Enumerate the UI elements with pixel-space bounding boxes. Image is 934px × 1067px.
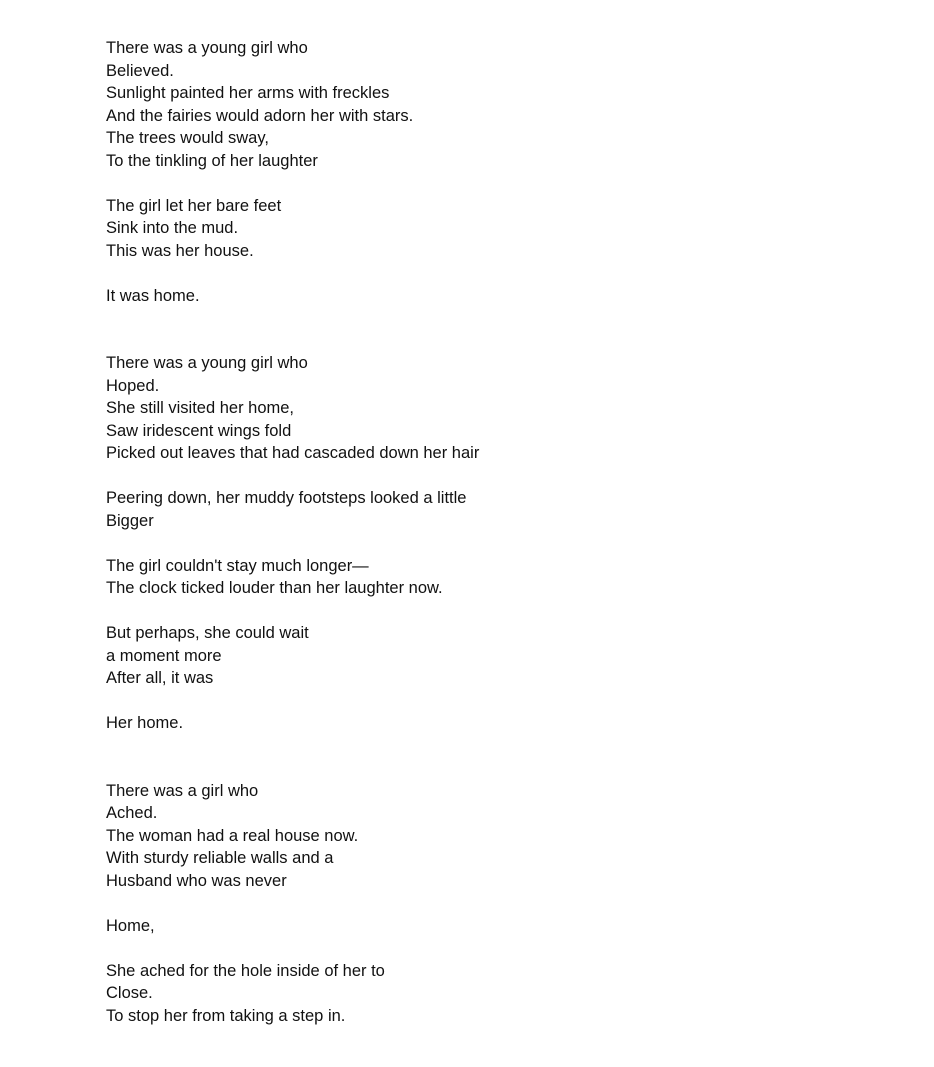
poem-part-1 [106,37,886,307]
poem-line: Picked out leaves that had cascaded down her hair [106,444,480,462]
poem-line: There was a girl who [106,781,259,800]
stanza [106,915,886,938]
stanza [106,37,886,172]
poem-line: This was her house. [106,241,254,260]
poem-line: Her home. [106,714,184,732]
stanza-break [106,532,886,555]
poem-part-2 [106,352,886,735]
stanza [106,555,886,600]
poem-line: The clock ticked louder than her laughter now. [106,579,443,597]
poem-line: With sturdy reliable walls and a [106,849,334,867]
poem-line: The woman had a real house now. [106,826,359,845]
poem-line: And the fairies would adorn her with stars. [106,106,414,125]
stanza-break [106,892,886,915]
stanza [106,487,886,532]
poem-line: Sunlight painted her arms with freckles [106,84,390,102]
stanza [106,780,886,893]
poem-line: Husband who was never [106,871,287,890]
stanza [106,622,886,690]
poem-line: Bigger [106,511,154,530]
poem-line: There was a young girl who [106,354,308,372]
poem-line: But perhaps, she could wait [106,624,309,642]
poem-line: To the tinkling of her laughter [106,151,318,170]
stanza-break [106,172,886,195]
poem-line: There was a young girl who [106,39,308,57]
stanza-break [106,465,886,488]
poem-line: Ached. [106,804,158,822]
poem-line: Sink into the mud. [106,219,239,237]
poem-line: It was home. [106,286,200,305]
poem-line: Home, [106,916,155,935]
poem-line: a moment more [106,646,222,665]
poem-line: She still visited her home, [106,399,295,417]
poem-line: After all, it was [106,669,214,687]
poem-line: To stop her from taking a step in. [106,1006,346,1025]
poem-line: The girl let her bare feet [106,196,282,215]
stanza-break [106,690,886,713]
poem-part-3 [106,780,886,1028]
stanza [106,285,886,308]
part-break [106,735,886,780]
stanza [106,712,886,735]
poem-line: Peering down, her muddy footsteps looked a little [106,489,467,507]
poem-line: Saw iridescent wings fold [106,421,292,440]
poem-line: Hoped. [106,376,160,395]
stanza [106,960,886,1028]
stanza-break [106,937,886,960]
poem-line: Believed. [106,61,174,80]
stanza [106,352,886,465]
poem-document [106,37,886,1027]
poem-line: Close. [106,984,153,1002]
stanza [106,195,886,263]
poem-line: The trees would sway, [106,129,269,147]
stanza-break [106,600,886,623]
poem-line: She ached for the hole inside of her to [106,961,385,980]
stanza-break [106,262,886,285]
part-break [106,307,886,352]
poem-line: The girl couldn't stay much longer— [106,556,369,575]
